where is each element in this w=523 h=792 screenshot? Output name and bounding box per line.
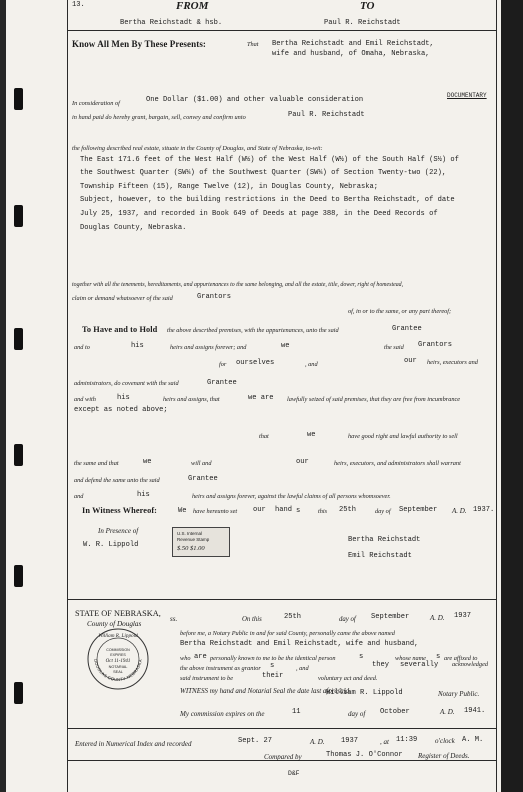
scan-edge-left (0, 0, 6, 792)
binder-hole (14, 205, 23, 227)
binder-hole (14, 682, 23, 704)
left-margin-rule (67, 0, 68, 792)
seal-expires: EXPIRES (110, 653, 126, 657)
record-ad: A. D. (310, 738, 325, 746)
record-number: 13. (72, 1, 85, 9)
witness-text: have hereunto set (193, 508, 238, 515)
our-value-2: our (296, 458, 309, 466)
legal-description-line: Subject, however, to the building restrictions in the Deed to Bertha Reichstadt, of date (80, 196, 455, 204)
will-and-label: will and (191, 460, 212, 467)
right-margin-rule (496, 0, 497, 792)
consideration-label: In consideration of (72, 100, 120, 107)
record-date: Sept. 27 (238, 737, 273, 745)
stamp-line-1: U.S. Internal (177, 531, 203, 536)
witness-hand: hand (275, 506, 293, 514)
witness-year: 1937. (473, 506, 495, 514)
notary-acknowledged: acknowledged (452, 661, 489, 668)
ourselves-value: ourselves (236, 359, 275, 367)
habendum-heading: To Have and to Hold (82, 325, 158, 334)
legal-description-line: Township Fifteen (15), Range Twelve (12), in Douglas County, Nebraska; (80, 183, 378, 191)
same-and-label: the same and that (74, 460, 119, 467)
witness-day: 25th (339, 506, 357, 514)
register-name: Thomas J. O'Connor (326, 751, 403, 759)
binder-hole (14, 328, 23, 350)
heirs-forever-label: heirs and assigns forever; and (170, 344, 247, 351)
notary-affixed: are affixed to (444, 655, 478, 662)
notary-grantor: the above instrument as grantor (180, 665, 261, 672)
notary-state: STATE OF NEBRASKA, (75, 609, 161, 618)
grantor-name: Bertha Reichstadt & hsb. (120, 19, 223, 27)
revenue-stamp (172, 527, 230, 557)
and-with-label: and with (74, 396, 96, 403)
commission-year: 1941. (464, 707, 486, 715)
record-year: 1937 (341, 737, 359, 745)
notary-signature: William R. Lippold (326, 689, 403, 697)
witness-signature: W. R. Lippold (83, 541, 139, 549)
and-label-2: and (74, 493, 84, 500)
consideration-amount: One Dollar ($1.00) and other valuable consideration (146, 96, 364, 104)
notary-day: 25th (284, 613, 302, 621)
good-right-label: have good right and lawful authority to sell (348, 433, 458, 440)
warrant-label: heirs, executors, and administrators shall warrant (334, 460, 461, 467)
consideration-grantee: Paul R. Reichstadt (288, 111, 365, 119)
his-value-3: his (137, 491, 150, 499)
legal-description-line: the Southwest Quarter (SW¼) of the Southwest Quarter (SW¼) of Section Twenty-two (22), (80, 169, 447, 177)
notary-severally: severally (400, 661, 439, 669)
grantors-line-1: Bertha Reichstadt and Emil Reichstadt, (272, 40, 434, 48)
notary-and: , and (296, 665, 309, 672)
notary-county: County of Douglas (87, 620, 142, 628)
record-am: A. M. (462, 736, 484, 744)
tenements-line-1: together with all the tenements, hereditaments, and appurtenances to the same belonging, and all the estate, title, dower, right of homestead, (72, 282, 404, 288)
notary-title: Notary Public. (438, 690, 480, 698)
record-entered-label: Entered in Numerical Index and recorded (75, 740, 192, 748)
tenements-line-3: of, in or to the same, or any part thereof; (348, 308, 452, 315)
his-value: his (131, 342, 144, 350)
stamp-line-2: Revenue Stamp (177, 537, 210, 542)
we-value-2: we (307, 431, 316, 439)
notary-who: who (180, 655, 191, 662)
notary-top-rule (67, 599, 497, 600)
header-rule (67, 30, 497, 31)
record-top-rule (67, 728, 497, 729)
our-value: our (404, 357, 417, 365)
notarial-seal (86, 627, 150, 691)
notary-s-3: s (270, 662, 275, 670)
we-value-3: we (143, 458, 152, 466)
notary-s: s (359, 653, 364, 661)
his-value-2: his (117, 394, 130, 402)
the-said-label: the said (384, 344, 404, 351)
witness-month: September (399, 506, 438, 514)
to-label: TO (360, 0, 375, 12)
for-label: for (219, 361, 227, 368)
notary-on-this: On this (242, 616, 262, 623)
signer-2: Emil Reichstadt (348, 552, 412, 560)
notary-whose-name: whose name (395, 655, 426, 662)
record-time: 11:39 (396, 736, 418, 744)
notary-s-2: s (436, 653, 441, 661)
commission-ad: A. D. (440, 708, 455, 716)
scan-edge-right (501, 0, 523, 792)
seal-date: Oct 11-1941 (105, 659, 131, 664)
heirs-assigns-label: heirs and assigns, that (163, 396, 220, 403)
in-presence-label: In Presence of (98, 527, 139, 535)
property-intro: the following described real estate, situate in the County of Douglas, and State of Nebraska, to-wit: (72, 145, 323, 152)
seal-county: DOUGLAS COUNTY NEBRASKA (93, 658, 143, 683)
we-are-value: we are (248, 394, 274, 402)
record-at: , at (380, 738, 389, 746)
notary-they: they (372, 661, 390, 669)
and-to-label: and to (74, 344, 90, 351)
witness-ad: A. D. (452, 507, 467, 515)
compared-label: Compared by (264, 753, 302, 761)
notary-witness-line: WITNESS my hand and Notarial Seal the date last aforesaid. (180, 687, 351, 695)
notary-known: personally known to me to be the identical person (210, 655, 336, 662)
binder-hole (14, 444, 23, 466)
notary-are: are (194, 653, 207, 661)
notary-month: September (371, 613, 410, 621)
notary-before-me: before me, a Notary Public in and for said County, personally came the above named (180, 630, 395, 637)
witness-day-of: day of (375, 508, 391, 515)
legal-description-line: Douglas County, Nebraska. (80, 224, 187, 232)
legal-description-line: July 25, 1937, and recorded in Book 649 of Deeds at page 388, in the Deed Records of (80, 210, 438, 218)
covenant-grantee: Grantee (207, 379, 237, 387)
documentary-corner: DOCUMENTARY (447, 92, 487, 99)
forever-label: heirs and assigns forever, against the lawful claims of all persons whomsoever. (192, 493, 391, 500)
witness-heading: In Witness Whereof: (82, 506, 158, 515)
seal-name: William R. Lippold (98, 633, 138, 639)
register-title: Register of Deeds. (418, 752, 470, 760)
commission-day-of: day of (348, 710, 366, 718)
commission-month: October (380, 708, 410, 716)
seal-seal: SEAL (113, 670, 123, 674)
grantors-line-2: wife and husband, of Omaha, Nebraska, (272, 50, 430, 58)
witness-s: s (296, 507, 301, 515)
that-label-2: that (259, 433, 269, 440)
notary-said-instrument: said instrument to be (180, 675, 233, 682)
binder-hole (14, 88, 23, 110)
from-label: FROM (176, 0, 209, 12)
signer-1: Bertha Reichstadt (348, 536, 421, 544)
grantors-value: Grantors (418, 341, 453, 349)
grant-clause: in hand paid do hereby grant, bargain, sell, convey and confirm unto (72, 114, 246, 121)
defend-grantee: Grantee (188, 475, 218, 483)
notary-day-of: day of (339, 616, 356, 623)
that-label: That (247, 41, 259, 48)
seal-commission: COMMISSION (106, 648, 130, 652)
tenements-grantors: Grantors (197, 293, 232, 301)
heirs-executors-label: heirs, executors and (427, 359, 478, 366)
deed-heading: Know All Men By These Presents: (72, 39, 207, 49)
habendum-grantee: Grantee (392, 325, 422, 333)
notary-their: their (262, 672, 284, 680)
notary-year: 1937 (454, 612, 472, 620)
we-value: we (281, 342, 290, 350)
binder-hole (14, 565, 23, 587)
witness-we: We (178, 507, 187, 515)
witness-our: our (253, 506, 266, 514)
defend-label: and defend the same unto the said (74, 477, 160, 484)
covenant-label: administrators, do covenant with the said (74, 380, 179, 387)
grantee-name: Paul R. Reichstadt (324, 19, 401, 27)
notary-ss: ss. (170, 615, 178, 623)
legal-description-line: The East 171.6 feet of the West Half (W½) of the West Half (W½) of the South Half (S½) of (80, 156, 459, 164)
and-label: , and (305, 361, 318, 368)
record-oclock: o'clock (435, 737, 455, 745)
seal-notarial: NOTARIAL (108, 665, 128, 669)
habendum-text: the above described premises, with the appurtenances, unto the said (167, 327, 339, 334)
clerk-initials: D&F (288, 770, 300, 777)
lawfully-seized-label: lawfully seized of said premises, that they are free from incumbrance (287, 396, 461, 403)
notary-ad: A. D. (430, 614, 445, 622)
witness-this: this (318, 508, 328, 515)
tenements-claim: claim or demand whatsoever of the said (72, 295, 173, 302)
commission-day: 11 (292, 708, 301, 716)
notary-voluntary: voluntary act and deed. (318, 675, 378, 682)
except-noted: except as noted above; (74, 406, 168, 414)
notary-names: Bertha Reichstadt and Emil Reichstadt, wife and husband, (180, 640, 419, 648)
commission-label: My commission expires on the (180, 710, 265, 718)
stamp-line-3: $.50 $1.00 (177, 545, 205, 552)
